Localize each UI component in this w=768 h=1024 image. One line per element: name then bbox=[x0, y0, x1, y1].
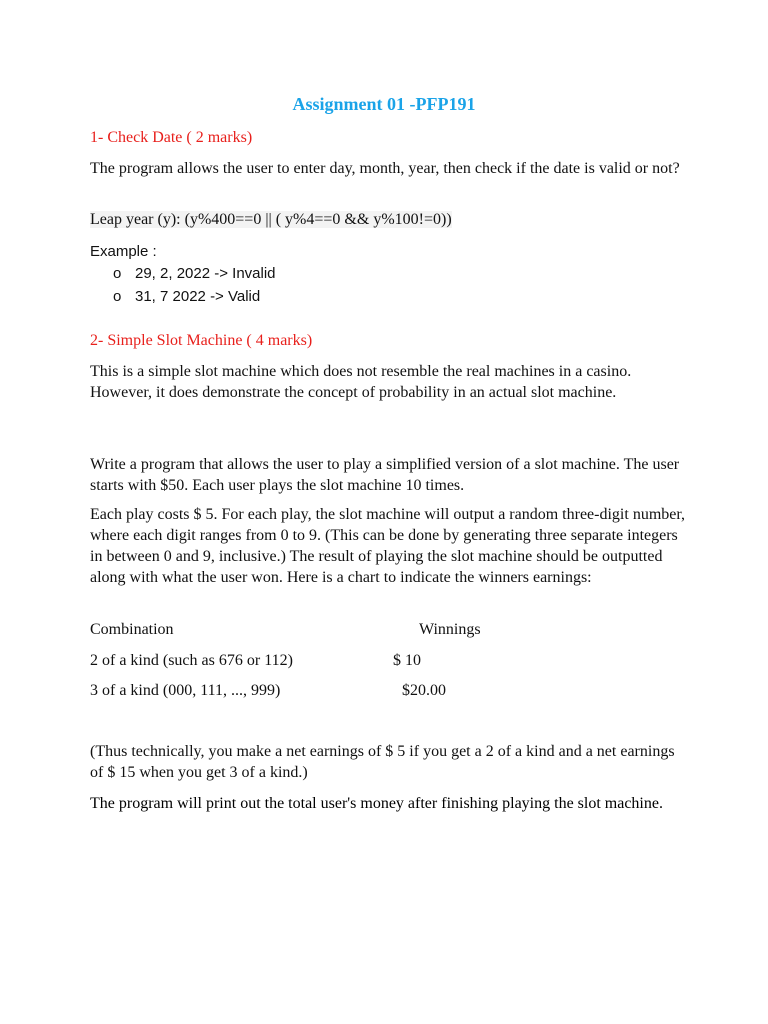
section1-description: The program allows the user to enter day, month, year, then check if the date is valid or not? bbox=[90, 160, 680, 177]
table-cell-winnings: $20.00 bbox=[402, 682, 446, 699]
table-header-winnings: Winnings bbox=[419, 621, 481, 638]
table-cell-winnings: $ 10 bbox=[393, 652, 421, 669]
table-cell-combination: 2 of a kind (such as 676 or 112) bbox=[90, 652, 293, 669]
bullet-marker: o bbox=[113, 265, 122, 282]
section2-paragraph-task: Write a program that allows the user to play a simplified version of a slot machine. The user starts with $50. Each user plays the slot machine 10 times. bbox=[90, 456, 680, 494]
example-item: 31, 7 2022 -> Valid bbox=[135, 288, 261, 305]
section2-heading: 2- Simple Slot Machine ( 4 marks) bbox=[90, 332, 313, 349]
leap-year-formula: Leap year (y): (y%400==0 || ( y%4==0 && y%100!=0)) bbox=[90, 211, 452, 228]
section2-paragraph-net: (Thus technically, you make a net earnings of $ 5 if you get a 2 of a kind and a net earnings of $ 15 when you get 3 of a kind.) bbox=[90, 743, 675, 781]
table-cell-combination: 3 of a kind (000, 111, ..., 999) bbox=[90, 682, 281, 699]
section2-paragraph-output: The program will print out the total user's money after finishing playing the slot machine. bbox=[90, 795, 663, 812]
table-header-combination: Combination bbox=[90, 621, 174, 638]
example-item: 29, 2, 2022 -> Invalid bbox=[135, 265, 276, 282]
page-title: Assignment 01 -PFP191 bbox=[292, 94, 476, 114]
bullet-marker: o bbox=[113, 288, 122, 305]
section2-paragraph-intro: This is a simple slot machine which does not resemble the real machines in a casino. However, it does demonstrate the concept of probability in an actual slot machine. bbox=[90, 363, 632, 401]
section2-paragraph-rules: Each play costs $ 5. For each play, the slot machine will output a random three-digit number, where each digit ranges from 0 to 9. (This can be done by generating three separate integers in between 0 and 9, inclusive.) The result of playing the slot machine should be outputted along with what the user won. Here is a chart to indicate the winners earnings: bbox=[90, 506, 686, 586]
example-label: Example : bbox=[90, 243, 157, 260]
section1-heading: 1- Check Date ( 2 marks) bbox=[90, 129, 253, 146]
